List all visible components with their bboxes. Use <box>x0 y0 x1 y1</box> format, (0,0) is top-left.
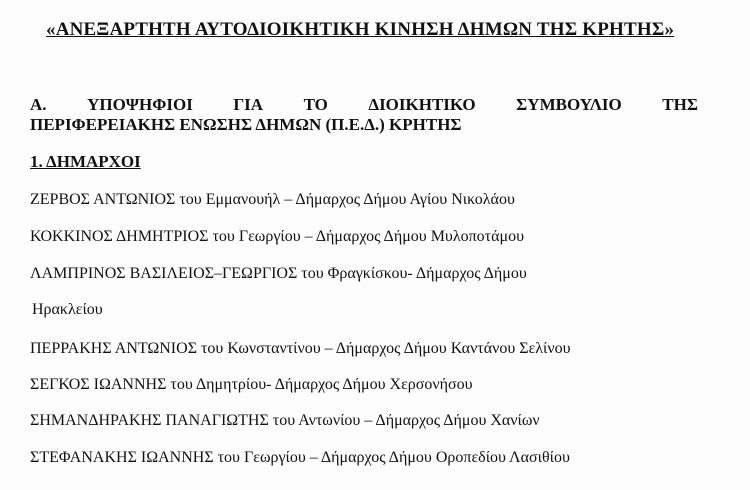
candidate-entry: ΣΤΕΦΑΝΑΚΗΣ ΙΩΑΝΝΗΣ του Γεωργίου – Δήμαρχος Δήμου Οροπεδίου Λασιθίου <box>30 449 570 466</box>
candidate-entry: ΣΗΜΑΝΔΗΡΑΚΗΣ ΠΑΝΑΓΙΩΤΗΣ του Αντωνίου – Δήμαρχος Δήμου Χανίων <box>30 412 540 429</box>
section-word: ΓΙΑ <box>233 95 264 114</box>
section-word: ΤΗΣ <box>662 95 698 114</box>
candidate-entry: ΣΕΓΚΟΣ ΙΩΑΝΝΗΣ του Δημητρίου- Δήμαρχος Δήμου Χερσονήσου <box>30 376 473 393</box>
candidate-entry: ΠΕΡΡΑΚΗΣ ΑΝΤΩΝΙΟΣ του Κωνσταντίνου – Δήμαρχος Δήμου Καντάνου Σελίνου <box>30 340 571 357</box>
candidate-entry: ΛΑΜΠΡΙΝΟΣ ΒΑΣΙΛΕΙΟΣ–ΓΕΩΡΓΙΟΣ του Φραγκίσκου- Δήμαρχος Δήμου <box>30 265 527 282</box>
candidate-entry-continuation: Ηρακλείου <box>32 301 103 318</box>
candidate-entry: ΖΕΡΒΟΣ ΑΝΤΩΝΙΟΣ του Εμμανουήλ – Δήμαρχος Δήμου Αγίου Νικολάου <box>30 191 515 208</box>
section-word: Α. <box>30 95 47 114</box>
section-word: ΥΠΟΨΗΦΙΟΙ <box>87 95 193 114</box>
section-word: ΤΟ <box>303 95 328 114</box>
candidate-entry: ΚΟΚΚΙΝΟΣ ΔΗΜΗΤΡΙΟΣ του Γεωργίου – Δήμαρχος Δήμου Μυλοποτάμου <box>30 228 524 245</box>
document-heading: «ΑΝΕΞΑΡΤΗΤΗ ΑΥΤΟΔΙΟΙΚΗΤΙΚΗ ΚΙΝΗΣΗ ΔΗΜΩΝ ΤΗΣ ΚΡΗΤΗΣ» <box>46 19 675 40</box>
section-title-line-1 <box>30 95 698 115</box>
section-word: ΣΥΜΒΟΥΛΙΟ <box>516 95 622 114</box>
mayors-subheading: 1. ΔΗΜΑΡΧΟΙ <box>30 152 141 171</box>
section-title-line-2: ΠΕΡΙΦΕΡΕΙΑΚΗΣ ΕΝΩΣΗΣ ΔΗΜΩΝ (Π.Ε.Δ.) ΚΡΗΤΗΣ <box>30 115 462 134</box>
section-word: ΔΙΟΙΚΗΤΙΚΟ <box>368 95 476 114</box>
